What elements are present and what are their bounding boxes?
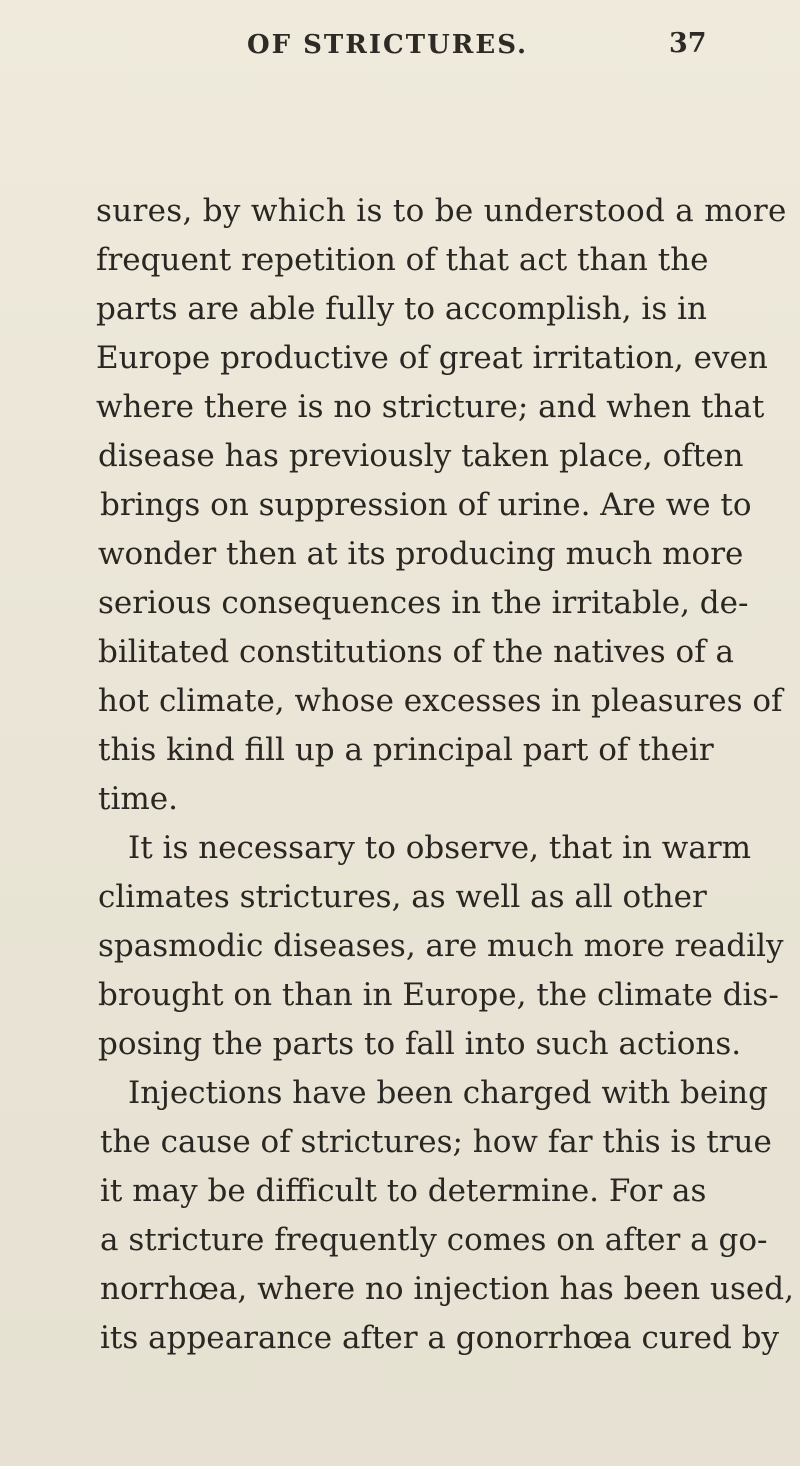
text-line: climates strictures, as well as all other [98,879,707,915]
text-line: spasmodic diseases, are much more readily [98,928,784,964]
text-line: this kind fill up a principal part of their [98,732,714,768]
text-line: where there is no stricture; and when that [96,389,765,425]
text-line: brings on suppression of urine. Are we to [100,487,752,523]
text-line: norrhœa, where no injection has been used, [100,1271,794,1307]
text-line: sures, by which is to be understood a more [96,193,787,229]
text-line: posing the parts to fall into such actions. [98,1026,742,1062]
text-line: Injections have been charged with being [128,1075,768,1111]
running-title: OF STRICTURES. [247,30,529,60]
text-line: it may be difficult to determine. For as [100,1173,707,1209]
text-line: time. [98,781,178,817]
text-line: Europe productive of great irritation, even [96,340,768,376]
text-line: bilitated constitutions of the natives of a [98,634,735,670]
text-line: its appearance after a gonorrhœa cured by [100,1320,780,1356]
text-line: wonder then at its producing much more [98,536,744,572]
text-line: a stricture frequently comes on after a go- [100,1222,768,1258]
text-line: parts are able fully to accomplish, is in [96,291,707,327]
text-line: serious consequences in the irritable, de- [98,585,749,621]
running-head [0,22,800,62]
text-line: disease has previously taken place, often [98,438,744,474]
text-line: brought on than in Europe, the climate dis- [98,977,779,1013]
text-line: the cause of strictures; how far this is true [100,1124,772,1160]
page-number: 37 [669,28,707,59]
text-line: It is necessary to observe, that in warm [128,830,752,866]
text-line: hot climate, whose excesses in pleasures of [98,683,783,719]
text-line: frequent repetition of that act than the [96,242,709,278]
